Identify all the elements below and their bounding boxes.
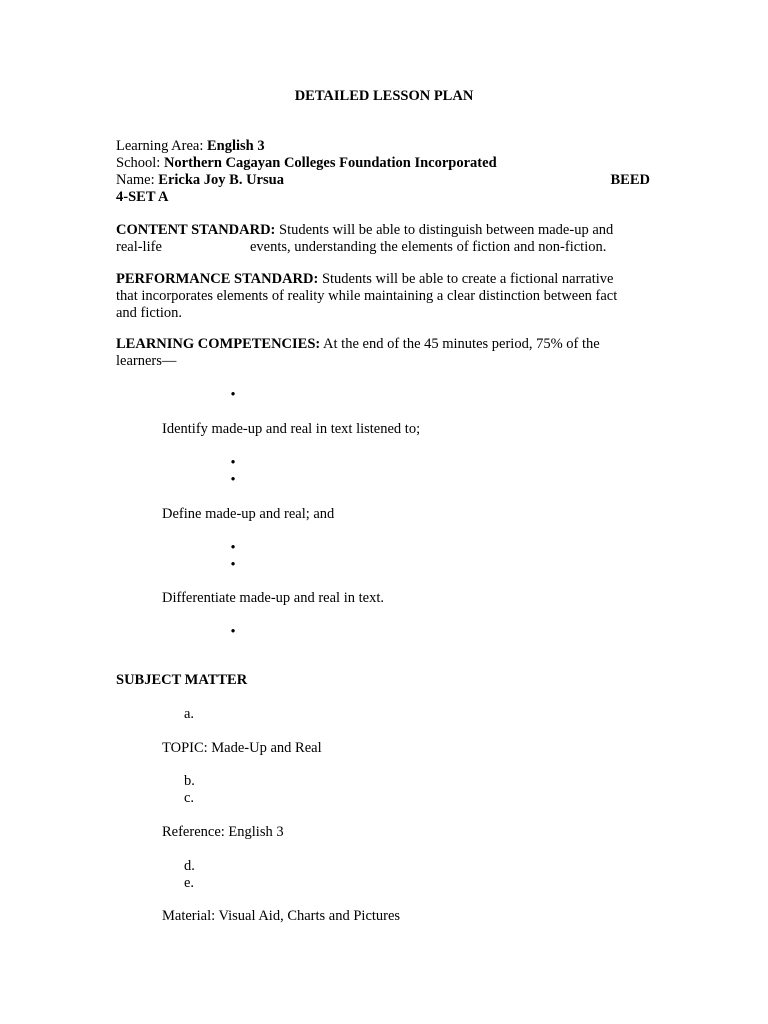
performance-standard-line3: and fiction. bbox=[116, 305, 183, 321]
list-letter-b: b. bbox=[184, 773, 195, 789]
bullet-6: • bbox=[230, 624, 236, 640]
content-standard-text-1: Students will be able to distinguish between made-up and bbox=[275, 222, 614, 238]
performance-standard-line2: that incorporates elements of reality while maintaining a clear distinction between fact bbox=[116, 288, 618, 304]
bullet-1: • bbox=[230, 387, 236, 403]
learning-competencies-text-1: At the end of the 45 minutes period, 75% of the bbox=[320, 336, 600, 352]
school-value: Northern Cagayan Colleges Foundation Incorporated bbox=[163, 155, 497, 171]
school-label: School: bbox=[116, 155, 164, 171]
bullet-4: • bbox=[230, 540, 236, 556]
competency-item-3: Differentiate made-up and real in text. bbox=[162, 590, 384, 606]
list-letter-c: c. bbox=[184, 790, 195, 806]
program-label: BEED bbox=[610, 172, 650, 188]
section-label: 4-SET A bbox=[116, 189, 169, 205]
list-letter-e: e. bbox=[184, 875, 195, 891]
learning-competencies-line1 bbox=[116, 336, 600, 353]
content-standard-line2a: real-life bbox=[116, 239, 162, 255]
content-standard-line1 bbox=[116, 222, 613, 239]
learning-competencies-line2: learners— bbox=[116, 353, 177, 369]
list-letter-a: a. bbox=[184, 706, 195, 722]
name-label: Name: bbox=[116, 172, 159, 188]
list-letter-d: d. bbox=[184, 858, 195, 874]
material-line: Material: Visual Aid, Charts and Pictures bbox=[162, 908, 401, 924]
competency-item-2: Define made-up and real; and bbox=[162, 506, 335, 522]
content-standard-line2b: events, understanding the elements of fiction and non-fiction. bbox=[250, 239, 607, 255]
reference-line: Reference: English 3 bbox=[162, 824, 284, 840]
performance-standard-line1 bbox=[116, 271, 613, 288]
document-title: DETAILED LESSON PLAN bbox=[294, 88, 474, 104]
bullet-2: • bbox=[230, 455, 236, 471]
name-value: Ericka Joy B. Ursua bbox=[158, 172, 284, 188]
competency-item-1: Identify made-up and real in text listened to; bbox=[162, 421, 421, 437]
learning-area-line bbox=[116, 138, 265, 155]
learning-area-value: English 3 bbox=[207, 138, 265, 154]
performance-standard-label: PERFORMANCE STANDARD: bbox=[116, 271, 319, 287]
topic-line: TOPIC: Made-Up and Real bbox=[162, 740, 322, 756]
school-line bbox=[116, 155, 497, 172]
name-line bbox=[116, 172, 284, 189]
content-standard-label: CONTENT STANDARD: bbox=[116, 222, 276, 238]
learning-competencies-label: LEARNING COMPETENCIES: bbox=[116, 336, 321, 352]
subject-matter-heading: SUBJECT MATTER bbox=[116, 672, 248, 688]
learning-area-label: Learning Area: bbox=[116, 138, 207, 154]
bullet-3: • bbox=[230, 472, 236, 488]
performance-standard-text-1: Students will be able to create a fictional narrative bbox=[318, 271, 614, 287]
bullet-5: • bbox=[230, 557, 236, 573]
